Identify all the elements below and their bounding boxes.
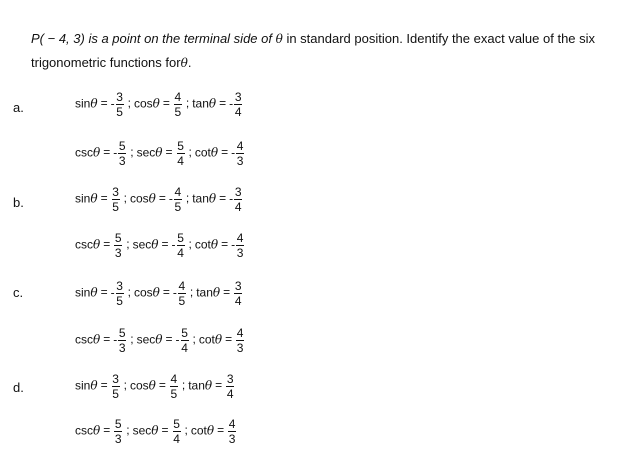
numerator: 5 [177,138,184,153]
equals-sign: = [165,145,173,160]
separator: ; [123,378,127,393]
function-name: cos [133,285,153,300]
trig-term [133,232,195,259]
option-c-line2 [75,322,245,358]
trig-term [134,91,192,118]
function-name: csc [75,332,93,347]
equals-sign: = [103,332,111,347]
function-name: csc [75,145,93,160]
theta-symbol: θ [206,423,215,438]
option-b-line1 [75,181,243,217]
denominator: 4 [181,340,188,355]
trig-term [195,232,245,259]
denominator: 4 [234,104,242,119]
function-name: cos [129,378,149,393]
fraction [112,186,120,213]
equals-sign: = [103,423,111,438]
numerator: 3 [234,184,242,199]
denominator: 5 [174,199,182,214]
equals-sign: = [162,285,170,300]
numerator: 4 [236,325,244,340]
denominator: 4 [173,431,180,446]
function-name: sin [75,96,91,111]
trig-term [192,91,243,118]
trig-term [75,91,134,118]
trig-term [137,140,195,167]
separator: ; [185,96,190,111]
trig-term [75,186,130,213]
theta-symbol: θ [204,378,213,393]
denominator: 5 [174,104,182,119]
fraction [114,232,122,259]
separator: ; [127,96,131,111]
option-a-line1 [75,86,243,122]
denominator: 4 [226,386,234,401]
trig-term [75,373,130,400]
theta-symbol: θ [152,285,160,300]
sign: - [110,285,115,300]
function-name: sec [132,237,152,252]
fraction [236,140,244,167]
denominator: 5 [116,104,123,119]
equals-sign: = [165,332,173,347]
equals-sign: = [103,145,111,160]
separator: ; [126,237,130,252]
option-d-line2 [75,413,237,449]
option-c-line1 [75,275,243,311]
theta-symbol: θ [152,96,160,111]
equals-sign: = [221,145,229,160]
option-letter: a. [13,100,24,115]
fraction [173,418,181,445]
denominator: 3 [118,153,126,168]
option-a-line2 [75,135,245,171]
function-name: sec [136,145,156,160]
sign: - [113,145,118,160]
function-name: cot [194,237,211,252]
function-name: sin [75,191,91,206]
sign: - [229,191,234,206]
trig-term [75,232,133,259]
denominator: 5 [112,386,119,401]
trig-term [75,140,137,167]
sign: - [171,237,176,252]
theta-symbol: θ [208,96,217,111]
trig-term [188,373,235,400]
function-name: tan [196,285,213,300]
separator: ; [130,145,134,160]
equals-sign: = [161,237,169,252]
equals-sign: = [158,378,166,393]
fraction [236,232,244,259]
fraction [234,91,242,118]
numerator: 4 [174,89,182,104]
option-letter: c. [13,285,24,300]
numerator: 4 [236,138,244,153]
equals-sign: = [161,423,169,438]
separator: ; [123,191,127,206]
separator: ; [184,423,188,438]
separator: ; [130,332,134,347]
denominator: 4 [234,293,242,308]
numerator: 3 [234,278,242,293]
numerator: 3 [112,371,119,386]
fraction [170,373,178,400]
fraction [178,280,186,307]
theta-symbol: θ [148,378,156,393]
equals-sign: = [100,378,108,393]
separator: ; [192,332,196,347]
theta-symbol: θ [151,237,159,252]
separator: ; [188,145,192,160]
trig-term [195,140,245,167]
fraction [116,280,124,307]
trig-term [196,280,243,307]
function-name: csc [75,237,93,252]
function-name: tan [192,191,209,206]
trig-term [192,186,243,213]
equals-sign: = [223,285,231,300]
theta-symbol: θ [155,145,163,160]
numerator: 4 [228,416,236,431]
separator: ; [185,191,190,206]
equals-sign: = [100,96,108,111]
equals-sign: = [215,378,223,393]
equals-sign: = [162,96,170,111]
function-name: cot [198,332,215,347]
trig-term [75,327,137,354]
separator: ; [126,423,130,438]
function-name: sec [136,332,156,347]
theta-symbol: θ [151,423,159,438]
question-text: P( − 4, 3) is a point on the terminal side of θ in standard position. Identify the exact value of the six trigonometric functions forθ. [31,31,596,70]
denominator: 5 [116,293,123,308]
theta-symbol: θ [214,332,223,347]
equals-sign: = [100,191,108,206]
numerator: 4 [170,371,178,386]
numerator: 4 [174,184,182,199]
trig-term [75,418,133,445]
numerator: 3 [116,278,123,293]
sign: - [231,145,236,160]
denominator: 5 [170,386,178,401]
trig-term [130,186,192,213]
fraction [177,232,185,259]
equals-sign: = [158,191,166,206]
denominator: 4 [234,199,242,214]
separator: ; [188,237,192,252]
numerator: 4 [236,230,244,245]
fraction [234,186,242,213]
numerator: 5 [118,325,126,340]
option-letter: d. [13,380,24,395]
separator: ; [127,285,131,300]
function-name: tan [192,96,209,111]
denominator: 3 [236,340,244,355]
denominator: 3 [236,153,244,168]
trig-term [199,327,245,354]
equals-sign: = [100,285,108,300]
separator: ; [181,378,186,393]
numerator: 5 [173,416,180,431]
sign: - [175,332,180,347]
theta-symbol: θ [93,237,101,252]
fraction [174,186,182,213]
equals-sign: = [219,96,227,111]
denominator: 5 [178,293,186,308]
trig-term [191,418,237,445]
theta-symbol: θ [210,145,219,160]
denominator: 3 [236,245,244,260]
equals-sign: = [219,191,227,206]
fraction [118,140,126,167]
separator: ; [189,285,194,300]
option-letter: b. [13,195,24,210]
denominator: 3 [114,431,122,446]
fraction [118,327,126,354]
sign: - [113,332,118,347]
denominator: 3 [118,340,126,355]
numerator: 3 [226,371,234,386]
theta-symbol: θ [155,332,163,347]
trig-term [133,418,191,445]
function-name: sec [132,423,152,438]
fraction [116,91,124,118]
theta-symbol: θ [90,378,98,393]
numerator: 3 [116,89,123,104]
theta-symbol: θ [210,237,219,252]
fraction [174,91,182,118]
trig-term [75,280,134,307]
function-name: tan [188,378,205,393]
function-name: cos [129,191,149,206]
denominator: 5 [112,199,119,214]
numerator: 5 [114,230,122,245]
equals-sign: = [225,332,233,347]
fraction [112,373,120,400]
function-name: sin [75,378,91,393]
trig-term [134,280,196,307]
numerator: 5 [114,416,122,431]
theta-symbol: θ [148,191,156,206]
trig-term [130,373,188,400]
numerator: 5 [177,230,184,245]
function-name: cos [133,96,153,111]
theta-symbol: θ [208,191,217,206]
numerator: 3 [112,184,119,199]
theta-symbol: θ [93,332,101,347]
numerator: 5 [181,325,188,340]
function-name: sin [75,285,91,300]
sign: - [168,191,173,206]
function-name: csc [75,423,93,438]
denominator: 4 [177,245,184,260]
equals-sign: = [221,237,229,252]
sign: - [172,285,177,300]
option-d-line1 [75,368,235,404]
theta-symbol: θ [93,145,101,160]
sign: - [110,96,115,111]
sign: - [229,96,234,111]
fraction [114,418,122,445]
theta-symbol: θ [90,96,98,111]
denominator: 3 [114,245,122,260]
denominator: 3 [228,431,236,446]
theta-symbol: θ [93,423,101,438]
fraction [236,327,244,354]
function-name: cot [194,145,211,160]
equals-sign: = [217,423,225,438]
numerator: 4 [178,278,186,293]
sign: - [231,237,236,252]
fraction [177,140,185,167]
theta-symbol: θ [90,285,98,300]
denominator: 4 [177,153,184,168]
theta-symbol: θ [212,285,221,300]
equals-sign: = [103,237,111,252]
trig-term [137,327,199,354]
function-name: cot [190,423,207,438]
fraction [234,280,242,307]
option-b-line2 [75,227,245,263]
fraction [228,418,236,445]
fraction [181,327,189,354]
numerator: 5 [118,138,126,153]
numerator: 3 [234,89,242,104]
theta-symbol: θ [90,191,98,206]
fraction [226,373,234,400]
